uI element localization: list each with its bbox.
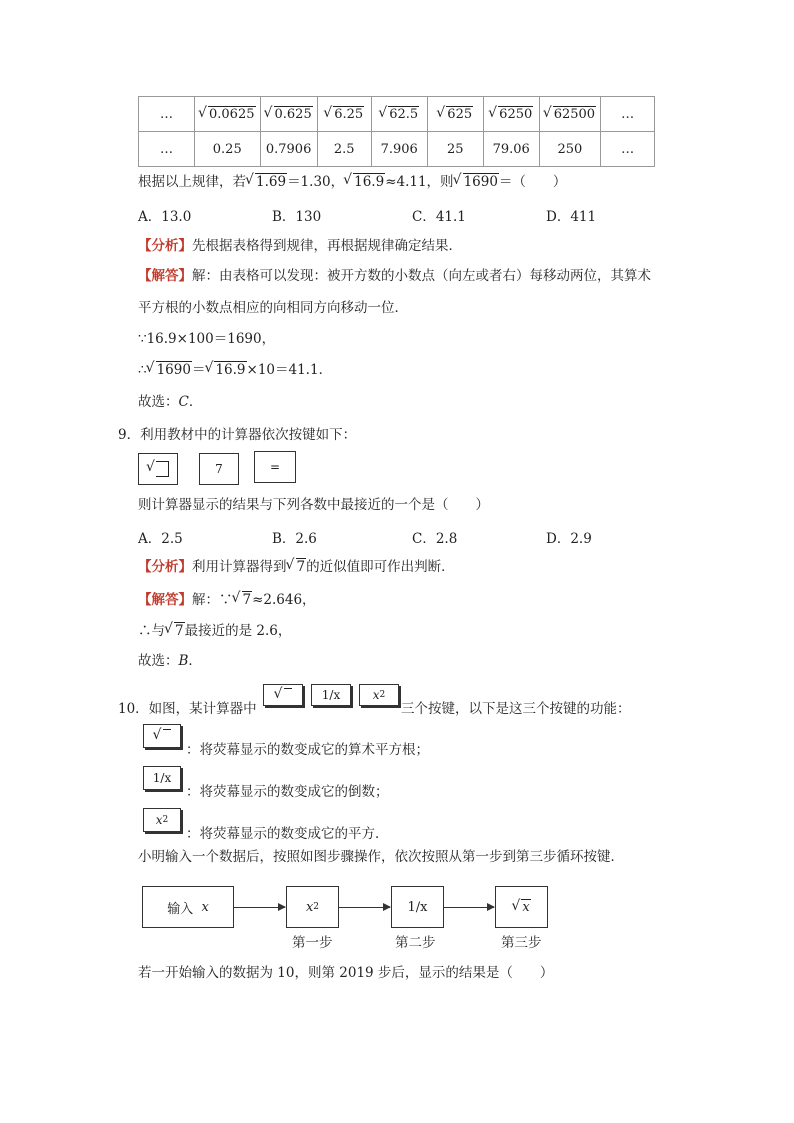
step1-label: 第一步 xyxy=(292,935,333,951)
sqrt-key[interactable] xyxy=(263,684,303,706)
table-cell: 7.906 xyxy=(371,132,427,167)
table-cell: √ 62.5 xyxy=(371,97,427,132)
table-cell: √ 6.25 xyxy=(317,97,371,132)
q8-answer: 【解答】解：由表格可以发现：被开方数的小数点（向左或者右）每移动两位，其算术 xyxy=(138,268,651,284)
square-root-table xyxy=(138,96,655,167)
table-row xyxy=(139,97,655,132)
step2-label: 第二步 xyxy=(395,935,436,951)
q9-answer: 【解答】解：∵√ 7≈2.646， xyxy=(138,590,316,610)
q8-stem: 根据以上规律，若√ 1.69＝1.30，√ 16.9≈4.11，则√ 1690＝（ ） xyxy=(138,172,566,192)
square-key[interactable]: x 2 xyxy=(359,684,399,706)
table-cell: … xyxy=(601,132,655,167)
q8-answer-line2: 平方根的小数点相应的向相同方向移动一位． xyxy=(138,300,408,316)
sqrt-key[interactable] xyxy=(138,453,178,485)
table-cell: √ 625 xyxy=(427,97,483,132)
table-cell: 2.5 xyxy=(317,132,371,167)
table-cell: √ 0.0625 xyxy=(195,97,261,132)
sqrt-icon xyxy=(154,729,171,744)
table-cell: 250 xyxy=(539,132,600,167)
table-cell: … xyxy=(601,97,655,132)
q9-option-b[interactable]: B．2.6 xyxy=(272,531,317,547)
q10-question: 若一开始输入的数据为 10，则第 2019 步后，显示的结果是（ ） xyxy=(138,965,554,981)
reciprocal-key[interactable]: 1/x xyxy=(143,766,181,790)
table-cell: 25 xyxy=(427,132,483,167)
flow-step1-box: x 2 xyxy=(286,886,339,928)
step3-label: 第三步 xyxy=(501,935,542,951)
reciprocal-key-desc: ：将荧幕显示的数变成它的倒数； xyxy=(186,784,389,800)
table-cell: √ 6250 xyxy=(483,97,539,132)
q8-option-c[interactable]: C．41.1 xyxy=(412,209,466,225)
q8-because: ∵16.9×100＝1690， xyxy=(138,331,276,347)
q9-option-a[interactable]: A．2.5 xyxy=(138,531,183,547)
seven-key[interactable]: 7 xyxy=(199,453,239,485)
q8-therefore: ∴√ 1690＝√ 16.9×10＝41.1． xyxy=(138,360,332,380)
sqrt-key-desc: ：将荧幕显示的数变成它的算术平方根； xyxy=(186,742,429,758)
q9-question: 则计算器显示的结果与下列各数中最接近的一个是（ ） xyxy=(138,497,489,513)
table-cell: 0.7906 xyxy=(260,132,317,167)
square-key-desc: ：将荧幕显示的数变成它的平方． xyxy=(186,826,389,842)
table-cell: … xyxy=(139,97,195,132)
q8-option-a[interactable]: A．13.0 xyxy=(138,209,192,225)
flow-step2-box: 1/x xyxy=(391,886,444,928)
table-cell: 79.06 xyxy=(483,132,539,167)
q8-choice: 故选：C． xyxy=(138,394,203,410)
flow-arrow xyxy=(338,907,390,908)
reciprocal-key[interactable]: 1/x xyxy=(311,684,351,706)
q10-ops: 小明输入一个数据后，按照如图步骤操作，依次按照从第一步到第三步循环按键． xyxy=(138,849,624,865)
q8-analysis: 【分析】先根据表格得到规律，再根据规律确定结果． xyxy=(138,238,462,254)
flow-input-box: 输入 x xyxy=(142,886,234,928)
q9-option-d[interactable]: D．2.9 xyxy=(546,531,592,547)
flow-step3-box: √ x xyxy=(495,886,548,928)
sqrt-icon xyxy=(147,461,169,477)
equals-key[interactable]: = xyxy=(254,451,296,483)
table-cell: … xyxy=(139,132,195,167)
sqrt-key[interactable] xyxy=(143,724,181,748)
sqrt-icon xyxy=(275,688,292,703)
square-key[interactable]: x 2 xyxy=(143,808,181,832)
q9-choice: 故选：B． xyxy=(138,653,202,669)
q10-stem-a: 10．如图，某计算器中 xyxy=(118,701,257,717)
q8-option-d[interactable]: D．411 xyxy=(546,209,597,225)
q9-analysis: 【分析】利用计算器得到√ 7的近似值即可作出判断． xyxy=(138,557,455,577)
table-cell: 0.25 xyxy=(195,132,261,167)
q10-stem-b: 三个按键，以下是这三个按键的功能： xyxy=(401,701,631,717)
q9-answer-line2: ∴与√ 7最接近的是 2.6， xyxy=(138,621,291,641)
flow-arrow xyxy=(233,907,285,908)
table-cell: √ 0.625 xyxy=(260,97,317,132)
table-cell: √ 62500 xyxy=(539,97,600,132)
flow-arrow xyxy=(443,907,494,908)
q9-stem: 9．利用教材中的计算器依次按键如下： xyxy=(118,427,357,443)
q9-option-c[interactable]: C．2.8 xyxy=(412,531,458,547)
table-row xyxy=(139,132,655,167)
q8-option-b[interactable]: B．130 xyxy=(272,209,322,225)
